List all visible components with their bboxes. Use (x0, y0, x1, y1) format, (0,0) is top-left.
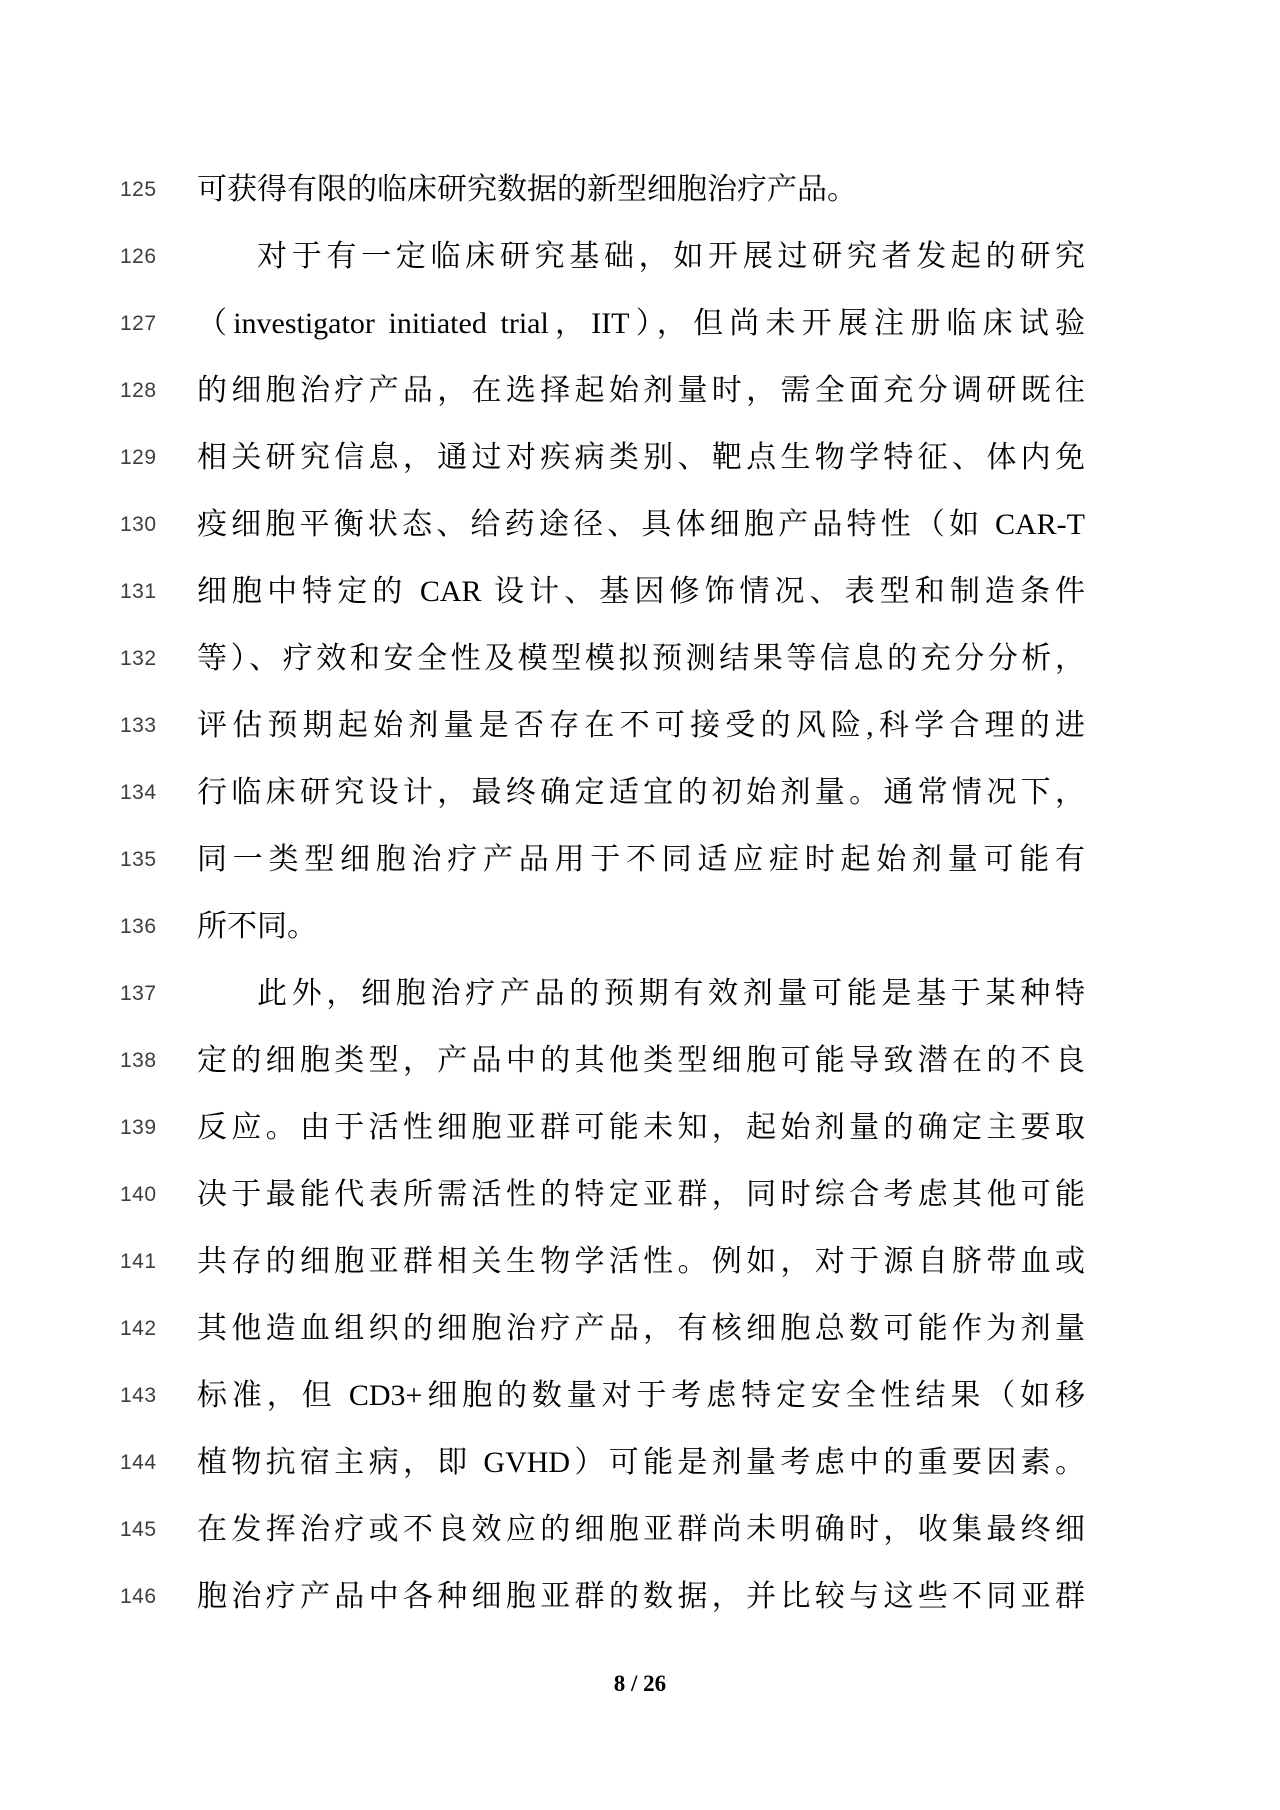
line-text: 对于有一定临床研究基础，如开展过研究者发起的研究 (257, 239, 1085, 273)
line-number: 126 (120, 244, 157, 268)
text-line (0, 1429, 1280, 1496)
line-text: 行临床研究设计，最终确定适宜的初始剂量。通常情况下， (197, 775, 1085, 809)
line-number: 145 (120, 1517, 157, 1541)
text-line (0, 223, 1280, 290)
line-text: 所不同。 (197, 909, 317, 943)
line-number: 135 (120, 847, 157, 871)
text-line (0, 290, 1280, 357)
line-text: 在发挥治疗或不良效应的细胞亚群尚未明确时，收集最终细 (197, 1512, 1085, 1546)
text-line (0, 1295, 1280, 1362)
text-line (0, 1362, 1280, 1429)
text-line (0, 692, 1280, 759)
text-line (0, 826, 1280, 893)
line-text: 可获得有限的临床研究数据的新型细胞治疗产品。 (197, 172, 857, 206)
line-text: 定的细胞类型，产品中的其他类型细胞可能导致潜在的不良 (197, 1043, 1085, 1077)
text-body (0, 156, 1280, 1630)
line-text: 决于最能代表所需活性的特定亚群，同时综合考虑其他可能 (197, 1177, 1085, 1211)
line-text: 疫细胞平衡状态、给药途径、具体细胞产品特性（如 CAR-T (197, 507, 1085, 541)
text-line (0, 625, 1280, 692)
line-number: 131 (120, 579, 157, 603)
text-line (0, 491, 1280, 558)
page-footer (0, 1671, 1280, 1697)
line-number: 127 (120, 311, 157, 335)
line-number: 130 (120, 512, 157, 536)
line-text: 评估预期起始剂量是否存在不可接受的风险,科学合理的进 (197, 708, 1085, 742)
line-number: 139 (120, 1115, 157, 1139)
text-line (0, 156, 1280, 223)
line-number: 142 (120, 1316, 157, 1340)
text-line (0, 1563, 1280, 1630)
text-line (0, 1094, 1280, 1161)
line-number: 146 (120, 1584, 157, 1608)
line-text: 细胞中特定的 CAR 设计、基因修饰情况、表型和制造条件 (197, 574, 1085, 608)
text-line (0, 1161, 1280, 1228)
text-line (0, 893, 1280, 960)
text-line (0, 960, 1280, 1027)
line-text: 的细胞治疗产品，在选择起始剂量时，需全面充分调研既往 (197, 373, 1085, 407)
text-line (0, 1027, 1280, 1094)
line-text: 反应。由于活性细胞亚群可能未知，起始剂量的确定主要取 (197, 1110, 1085, 1144)
line-number: 143 (120, 1383, 157, 1407)
line-number: 140 (120, 1182, 157, 1206)
line-text: （investigator initiated trial，IIT），但尚未开展注册临床试验 (197, 306, 1085, 340)
line-text: 同一类型细胞治疗产品用于不同适应症时起始剂量可能有 (197, 842, 1085, 876)
text-line (0, 424, 1280, 491)
text-line (0, 759, 1280, 826)
line-number: 132 (120, 646, 157, 670)
line-text: 其他造血组织的细胞治疗产品，有核细胞总数可能作为剂量 (197, 1311, 1085, 1345)
line-number: 144 (120, 1450, 157, 1474)
line-number: 136 (120, 914, 157, 938)
line-text: 等）、疗效和安全性及模型模拟预测结果等信息的充分分析， (197, 641, 1085, 675)
line-number: 125 (120, 177, 157, 201)
line-number: 134 (120, 780, 157, 804)
line-number: 141 (120, 1249, 157, 1273)
text-line (0, 558, 1280, 625)
line-number: 137 (120, 981, 157, 1005)
text-line (0, 357, 1280, 424)
line-text: 胞治疗产品中各种细胞亚群的数据，并比较与这些不同亚群 (197, 1579, 1085, 1613)
line-number: 138 (120, 1048, 157, 1072)
line-text: 此外，细胞治疗产品的预期有效剂量可能是基于某种特 (257, 976, 1085, 1010)
line-text: 相关研究信息，通过对疾病类别、靶点生物学特征、体内免 (197, 440, 1085, 474)
line-text: 植物抗宿主病，即 GVHD）可能是剂量考虑中的重要因素。 (197, 1445, 1085, 1479)
text-line (0, 1228, 1280, 1295)
line-number: 133 (120, 713, 157, 737)
page-number: 8 / 26 (613, 1671, 667, 1696)
line-number: 129 (120, 445, 157, 469)
text-line (0, 1496, 1280, 1563)
line-number: 128 (120, 378, 157, 402)
line-text: 共存的细胞亚群相关生物学活性。例如，对于源自脐带血或 (197, 1244, 1085, 1278)
line-text: 标准，但 CD3+细胞的数量对于考虑特定安全性结果（如移 (197, 1378, 1085, 1412)
